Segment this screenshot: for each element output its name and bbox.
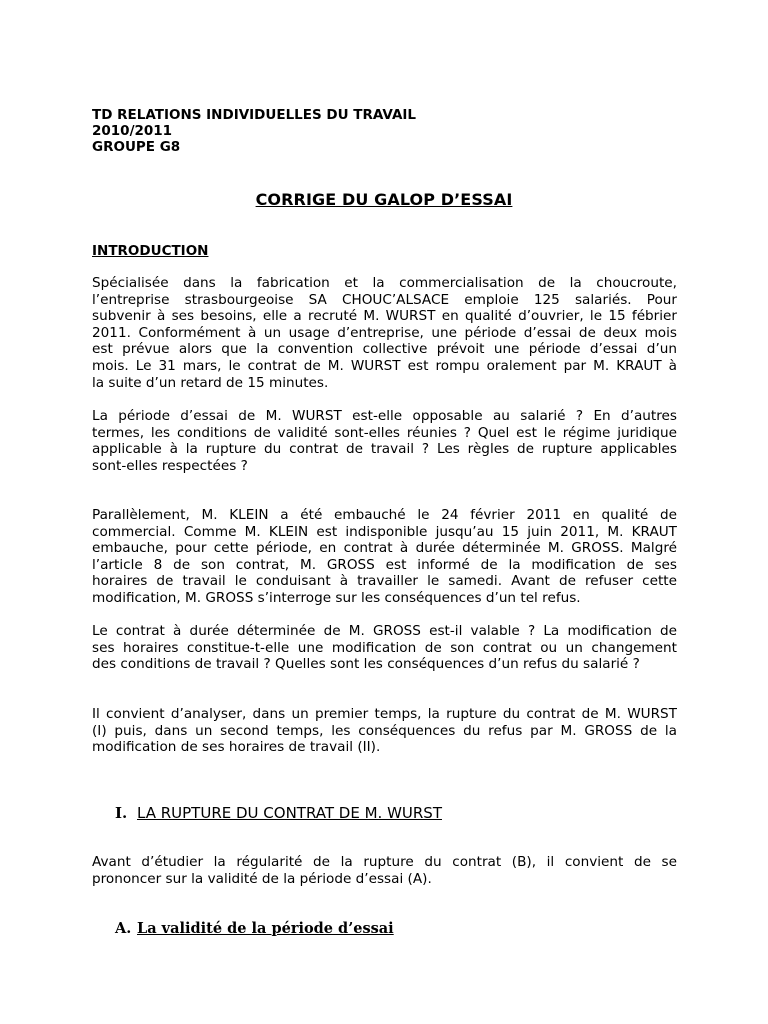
section-title: LA RUPTURE DU CONTRAT DE M. WURST: [137, 804, 442, 822]
text-line: commercial. Comme M. KLEIN est indisponible jusqu’au 15 juin 2011, M. KRAUT: [92, 523, 677, 540]
text-line: est prévue alors que la convention collective prévoit une période d’essai d’un: [92, 341, 677, 358]
text-line: modification de ses horaires de travail (II).: [92, 739, 381, 756]
text-line: prononcer sur la validité de la période d’essai (A).: [92, 870, 432, 887]
text-line: termes, les conditions de validité sont-elles réunies ? Quel est le régime juridique: [92, 424, 677, 441]
paragraph-facts-gross: [92, 507, 677, 607]
text-line: Le contrat à durée déterminée de M. GROSS est-il valable ? La modification de: [92, 623, 677, 639]
section-number: I.: [115, 804, 128, 822]
header-year: 2010/2011: [92, 123, 173, 139]
text-line: horaires de travail le conduisant à travailler le samedi. Avant de refuser cette: [92, 573, 677, 590]
header-group: GROUPE G8: [92, 139, 181, 155]
introduction-heading: INTRODUCTION: [92, 243, 209, 259]
paragraph-announcement: [92, 706, 677, 756]
text-line: Avant d’étudier la régularité de la rupture du contrat (B), il convient de se: [92, 854, 677, 870]
text-line: l’article 8 de son contrat, M. GROSS est informé de la modification de ses: [92, 556, 677, 573]
section-heading-I: [115, 804, 442, 822]
text-line: (I) puis, dans un second temps, les conséquences du refus par M. GROSS de la: [92, 722, 677, 739]
text-line: Spécialisée dans la fabrication et la commercialisation de la choucroute,: [92, 275, 677, 291]
text-line: modification, M. GROSS s’interroge sur les conséquences d’un tel refus.: [92, 589, 581, 606]
text-line: mois. Le 31 mars, le contrat de M. WURST est rompu oralement par M. KRAUT à: [92, 357, 677, 374]
text-line: la suite d’un retard de 15 minutes.: [92, 374, 329, 391]
text-line: La période d’essai de M. WURST est-elle opposable au salarié ? En d’autres: [92, 408, 677, 424]
header-course: TD RELATIONS INDIVIDUELLES DU TRAVAIL: [92, 107, 417, 123]
paragraph-questions-gross: [92, 623, 677, 673]
text-line: des conditions de travail ? Quelles sont les conséquences d’un refus du salarié ?: [92, 656, 640, 673]
text-line: applicable à la rupture du contrat de travail ? Les règles de rupture applicables: [92, 441, 677, 458]
paragraph-questions-wurst: [92, 408, 677, 474]
subsection-title: La validité de la période d’essai: [137, 920, 394, 937]
text-line: ses horaires constitue-t-elle une modification de son contrat ou un changement: [92, 639, 677, 656]
paragraph-section-I-intro: [92, 854, 677, 887]
subsection-letter: A.: [115, 920, 132, 937]
paragraph-facts-wurst: [92, 275, 677, 391]
document-header: [92, 107, 692, 155]
document-title: CORRIGE DU GALOP D’ESSAI: [255, 190, 513, 209]
text-line: Parallèlement, M. KLEIN a été embauché le 24 février 2011 en qualité de: [92, 507, 677, 523]
text-line: l’entreprise strasbourgeoise SA CHOUC’ALSACE emploie 125 salariés. Pour: [92, 291, 677, 308]
text-line: Il convient d’analyser, dans un premier temps, la rupture du contrat de M. WURST: [92, 706, 677, 722]
text-line: 2011. Conformément à un usage d’entreprise, une période d’essai de deux mois: [92, 324, 677, 341]
text-line: embauche, pour cette période, en contrat à durée déterminée M. GROSS. Malgré: [92, 540, 677, 557]
subsection-heading-A: [115, 920, 394, 937]
text-line: subvenir à ses besoins, elle a recruté M. WURST en qualité d’ouvrier, le 15 fébrier: [92, 308, 677, 325]
text-line: sont-elles respectées ?: [92, 457, 248, 474]
